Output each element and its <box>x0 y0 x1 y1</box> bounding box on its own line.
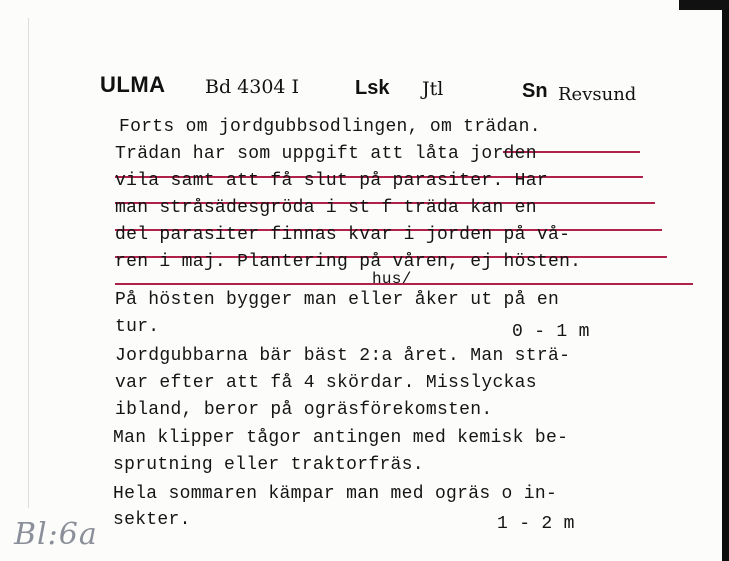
card-fold-line <box>28 18 29 508</box>
distance-second: 1 - 2 m <box>497 514 575 534</box>
text-line: del parasiter finnas kvar i jorden på vå- <box>115 225 571 245</box>
text-line: ibland, beror på ogräsförekomsten. <box>115 400 493 420</box>
header-ulma: ULMA <box>100 72 166 97</box>
insertion-note: hus/ <box>372 270 412 288</box>
text-line: sekter. <box>113 510 191 530</box>
text-line: var efter att få 4 skördar. Misslyckas <box>115 373 537 393</box>
text-line: vila samt att få slut på parasiter. Har <box>115 171 548 191</box>
scan-edge-corner <box>679 0 729 10</box>
header-sn: Sn <box>522 80 548 102</box>
handwritten-catalog-mark: Bl:6a <box>14 517 98 552</box>
text-line: På hösten bygger man eller åker ut på en <box>115 290 560 310</box>
distance-first: 0 - 1 m <box>512 322 590 342</box>
text-line: tur. <box>115 317 160 337</box>
scan-edge <box>722 0 729 561</box>
text-line: sprutning eller traktorfräs. <box>113 455 424 475</box>
text-line: ren i maj. Plantering på våren, ej hösten. <box>115 252 582 272</box>
header-lsk: Lsk <box>355 77 390 99</box>
header-volume: Bd 4304 I <box>205 76 300 98</box>
text-line: Forts om jordgubbsodlingen, om trädan. <box>119 117 541 137</box>
header-jtl: Jtl <box>422 78 444 100</box>
text-line: Trädan har som uppgift att låta jorden <box>115 144 537 164</box>
text-line: Hela sommaren kämpar man med ogräs o in- <box>113 484 558 504</box>
text-line: Man klipper tågor antingen med kemisk be- <box>113 428 569 448</box>
header-parish: Revsund <box>558 84 637 105</box>
text-line: Jordgubbarna bär bäst 2:a året. Man strä- <box>115 346 571 366</box>
text-line: man stråsädesgröda i st f träda kan en <box>115 198 537 218</box>
